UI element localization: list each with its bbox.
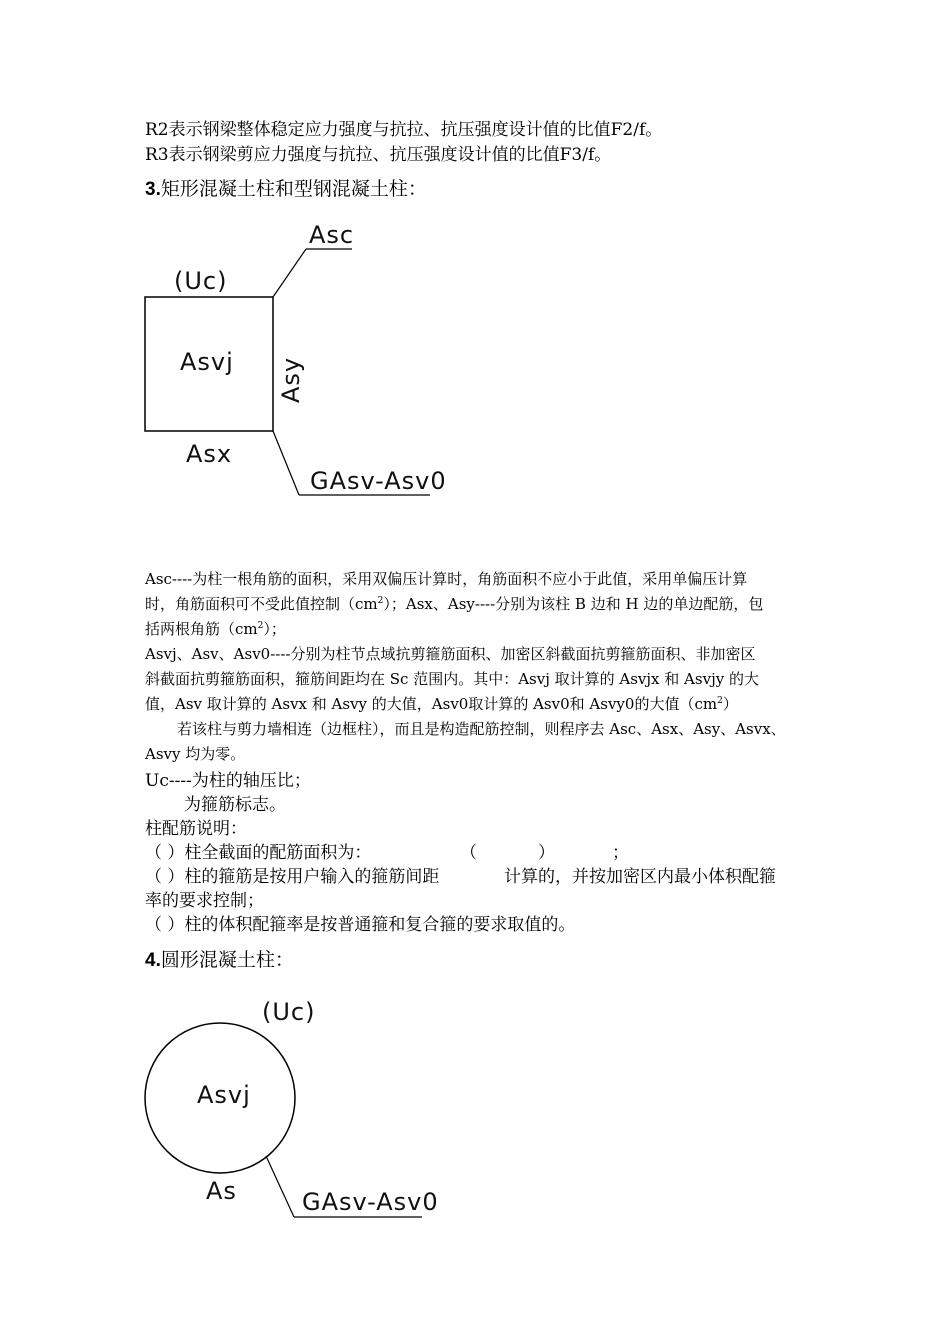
note-1-semicolon: ； — [612, 843, 629, 863]
note-2: （ ）柱的箍筋是按用户输入的箍筋间距 — [145, 867, 440, 887]
para-asvj-line1: Asvj、Asv、Asv0----分别为柱节点域抗剪箍筋面积、加密区斜截面抗剪箍筋面积、非加密区 — [145, 645, 756, 663]
section-4-heading — [145, 945, 294, 972]
gasv-leader-line — [273, 431, 299, 495]
rect-asx-label: Asx — [186, 440, 233, 468]
r3-line: R3表示钢梁剪应力强度与抗拉、抗压强度设计值的比值F3/f。 — [145, 145, 612, 165]
para-wall-line1: 若该柱与剪力墙相连（边框柱），而且是构造配筋控制，则程序去 Asc、Asx、Asy、Asvx、 — [177, 720, 786, 738]
section-3-number: 3. — [145, 179, 161, 200]
para-asvj-line2: 斜截面抗剪箍筋面积，箍筋间距均在 Sc 范围内。其中：Asvj 取计算的 Asvjx 和 Asvjy 的大 — [145, 670, 759, 688]
section-4-title: 圆形混凝土柱： — [160, 949, 294, 971]
r2-line: R2表示钢梁整体稳定应力强度与抗拉、抗压强度设计值的比值F2/f。 — [145, 120, 663, 140]
rect-asvj-label: Asvj — [180, 348, 234, 376]
para-asvj-line3: 值，Asv 取计算的 Asvx 和 Asvy 的大值，Asv0取计算的 Asv0和 Asvy0的大值$(cm^2)$ — [145, 695, 738, 713]
para-asc-line2: 时，角筋面积可不受此值控制$(cm^2)$；Asx、Asy----分别为该柱 B 边和 H 边的单边配筋，包 — [145, 595, 764, 613]
note-1-open-paren: （ — [460, 843, 477, 863]
stirrup-note: 为箍筋标志。 — [184, 795, 286, 815]
para-asc-line1: Asc----为柱一根角筋的面积，采用双偏压计算时，角筋面积不应小于此值，采用单偏压计算 — [145, 570, 748, 588]
circle-as-label: As — [206, 1177, 237, 1205]
circle-gasv-leader-line — [266, 1156, 294, 1217]
rect-gasv-label: GAsv-Asv0 — [310, 467, 447, 495]
para-asc-line3: 括两根角筋$(cm^2)$； — [145, 620, 286, 638]
circle-gasv-label: GAsv-Asv0 — [302, 1188, 439, 1216]
uc-note: Uc----为柱的轴压比； — [145, 771, 311, 791]
rect-asc-label: Asc — [309, 221, 355, 249]
para-wall-line2: Asvy 均为零。 — [145, 745, 246, 763]
rect-uc-label: (Uc) — [174, 267, 228, 295]
column-notes-title: 柱配筋说明： — [145, 819, 247, 839]
circle-uc-label: (Uc) — [262, 998, 316, 1026]
rect-asy-label: Asy — [277, 356, 305, 403]
note-1: （ ）柱全截面的配筋面积为： — [145, 843, 372, 863]
note-2-cont-b: 率的要求控制； — [145, 891, 264, 911]
asc-leader-line — [273, 249, 306, 297]
section-3-title: 矩形混凝土柱和型钢混凝土柱： — [160, 178, 427, 200]
circle-asvj-label: Asvj — [197, 1081, 251, 1109]
note-1-close-paren: ） — [538, 843, 555, 863]
note-3: （ ）柱的体积配箍率是按普通箍和复合箍的要求取值的。 — [145, 915, 576, 935]
section-4-number: 4. — [145, 950, 161, 971]
note-2-cont-a: 计算的，并按加密区内最小体积配箍 — [504, 867, 776, 887]
